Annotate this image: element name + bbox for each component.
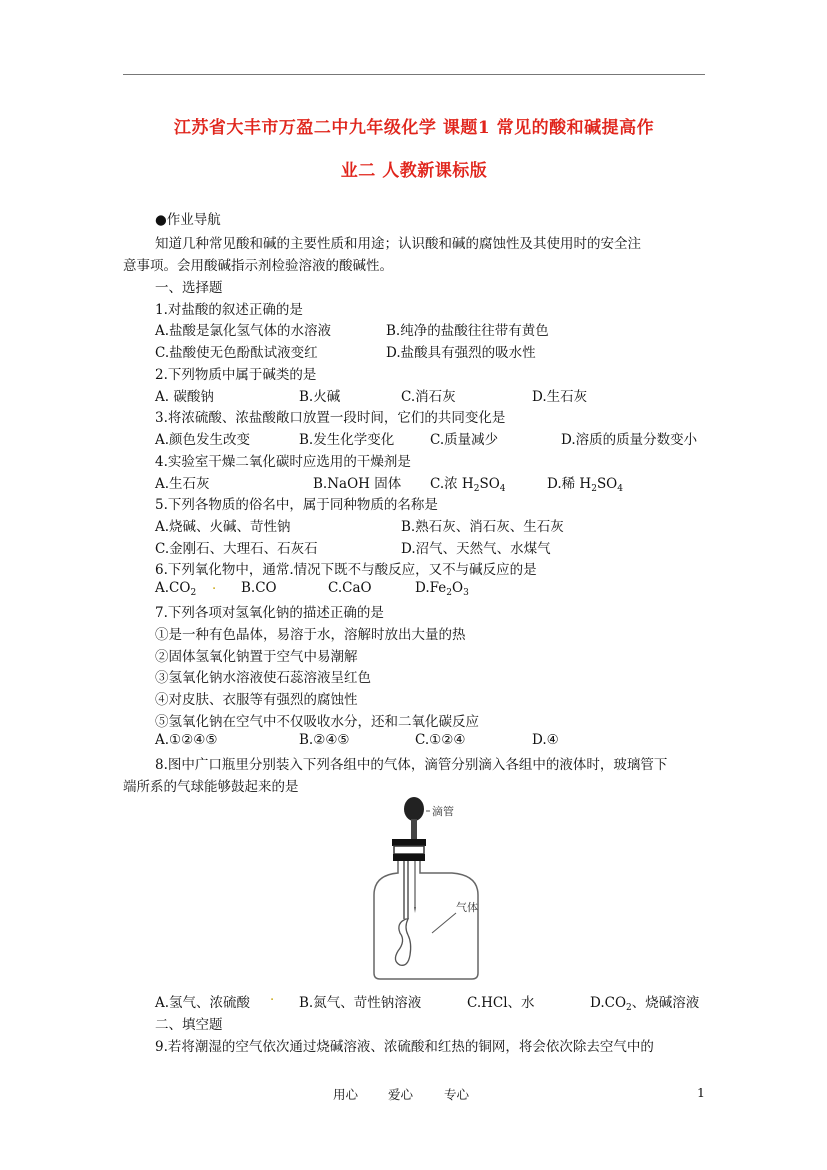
- doc-title-line2: 业二 人教新课标版: [340, 161, 488, 181]
- q8-option-b: B.氮气、苛性钠溶液: [299, 995, 422, 1011]
- q7-statement-4: ④对皮肤、衣服等有强烈的腐蚀性: [155, 692, 358, 708]
- q2-option-a: A. 碳酸钠: [155, 389, 214, 405]
- q1-stem: 1.对盐酸的叙述正确的是: [155, 302, 303, 318]
- guide-text-1: 知道几种常见酸和碱的主要性质和用途；认识酸和碱的腐蚀性及其使用时的安全注: [155, 236, 641, 252]
- guide-heading: ●作业导航: [155, 212, 221, 228]
- q7-stem: 7.下列各项对氢氧化钠的描述正确的是: [155, 605, 384, 621]
- q2-option-c: C.消石灰: [401, 389, 456, 405]
- guide-text-2: 意事项。会用酸碱指示剂检验溶液的酸碱性。: [123, 258, 393, 274]
- q8-option-a: A.氢气、浓硫酸: [155, 995, 251, 1011]
- footer-text-2: 爱心: [388, 1087, 414, 1102]
- q6-option-c: C.CaO: [328, 580, 372, 596]
- q7-option-b: B.②④⑤: [299, 732, 350, 748]
- q3-option-b: B.发生化学变化: [299, 432, 395, 448]
- q8-option-d: $D.CO_2$、烧碱溶液: [590, 995, 700, 1013]
- q5-option-a: A.烧碱、火碱、苛性钠: [155, 519, 291, 535]
- q6-option-a: $A.CO_2$: [155, 580, 197, 598]
- q3-option-c: C.质量减少: [430, 432, 499, 448]
- q7-option-c: C.①②④: [415, 732, 466, 748]
- q7-statement-3: ③氢氧化钠水溶液使石蕊溶液呈红色: [155, 670, 371, 686]
- bottle-stopper: [392, 839, 426, 846]
- q5-stem: 5.下列各物质的俗名中，属于同种物质的名称是: [155, 497, 438, 513]
- q7-option-a: A.①②④⑤: [155, 732, 218, 748]
- balloon-icon: [395, 919, 410, 965]
- q1-option-c: C.盐酸使无色酚酞试液变红: [155, 345, 318, 361]
- q7-statement-2: ②固体氢氧化钠置于空气中易潮解: [155, 649, 358, 665]
- q5-option-c: C.金刚石、大理石、石灰石: [155, 541, 318, 557]
- q7-statement-5: ⑤氢氧化钠在空气中不仅吸收水分，还和二氧化碳反应: [155, 714, 479, 730]
- section-fill-heading: 二、填空题: [155, 1017, 223, 1033]
- q5-option-d: D.沼气、天然气、水煤气: [401, 541, 551, 557]
- q5-option-b: B.熟石灰、消石灰、生石灰: [401, 519, 564, 535]
- q3-stem: 3.将浓硫酸、浓盐酸敞口放置一段时间，它们的共同变化是: [155, 410, 506, 426]
- q4-option-d: D.稀 $H_2SO_4$: [547, 476, 623, 494]
- q1-option-d: D.盐酸具有强烈的吸水性: [386, 345, 536, 361]
- q7-option-d: D.④: [532, 732, 559, 748]
- q8-option-c: C.HCl、水: [467, 995, 535, 1011]
- doc-title-line1: 江苏省大丰市万盈二中九年级化学 课题1 常见的酸和碱提高作: [173, 118, 655, 138]
- header-rule: [123, 74, 705, 75]
- q8-stem-1: 8.图中广口瓶里分别装入下列各组中的气体，滴管分别滴入各组中的液体时，玻璃管下: [155, 757, 668, 773]
- label-dropper: 滴管: [432, 805, 454, 818]
- q9-stem: 9.若将潮湿的空气依次通过烧碱溶液、浓硫酸和红热的铜网，将会依次除去空气中的: [155, 1039, 654, 1055]
- q6-option-d: $D.Fe_2O_3$: [415, 580, 469, 598]
- q8-stray-dot: .: [270, 989, 275, 1004]
- q1-option-a: A.盐酸是氯化氢气体的水溶液: [155, 323, 332, 339]
- q4-option-a: A.生石灰: [155, 476, 210, 492]
- footer-text-1: 用心: [333, 1087, 359, 1102]
- footer-text-3: 专心: [444, 1087, 470, 1102]
- q8-stem-2: 端所系的气球能够鼓起来的是: [123, 779, 299, 795]
- q2-option-b: B.火碱: [299, 389, 341, 405]
- q2-stem: 2.下列物质中属于碱类的是: [155, 367, 317, 383]
- q3-option-a: A.颜色发生改变: [155, 432, 251, 448]
- q6-option-b: B.CO: [241, 580, 277, 596]
- page-number: 1: [697, 1085, 705, 1100]
- q2-option-d: D.生石灰: [532, 389, 588, 405]
- dropper-bulb-icon: [404, 797, 424, 821]
- label-gas: 气体: [456, 901, 478, 914]
- q1-option-b: B.纯净的盐酸往往带有黄色: [386, 323, 549, 339]
- bottle-body: [374, 861, 478, 979]
- q4-option-b: B.NaOH 固体: [313, 476, 402, 492]
- q6-stray-dot: .: [212, 578, 217, 593]
- q4-stem: 4.实验室干燥二氧化碳时应选用的干燥剂是: [155, 454, 411, 470]
- q6-stem: 6.下列氧化物中，通常.情况下既不与酸反应，又不与碱反应的是: [155, 562, 537, 578]
- q4-option-c: C.浓 $H_2SO_4$: [430, 476, 506, 494]
- bottle-apparatus-figure: [360, 795, 510, 985]
- q7-statement-1: ①是一种有色晶体，易溶于水，溶解时放出大量的热: [155, 627, 466, 643]
- section-choice-heading: 一、选择题: [155, 280, 223, 296]
- q3-option-d: D.溶质的质量分数变小: [561, 432, 698, 448]
